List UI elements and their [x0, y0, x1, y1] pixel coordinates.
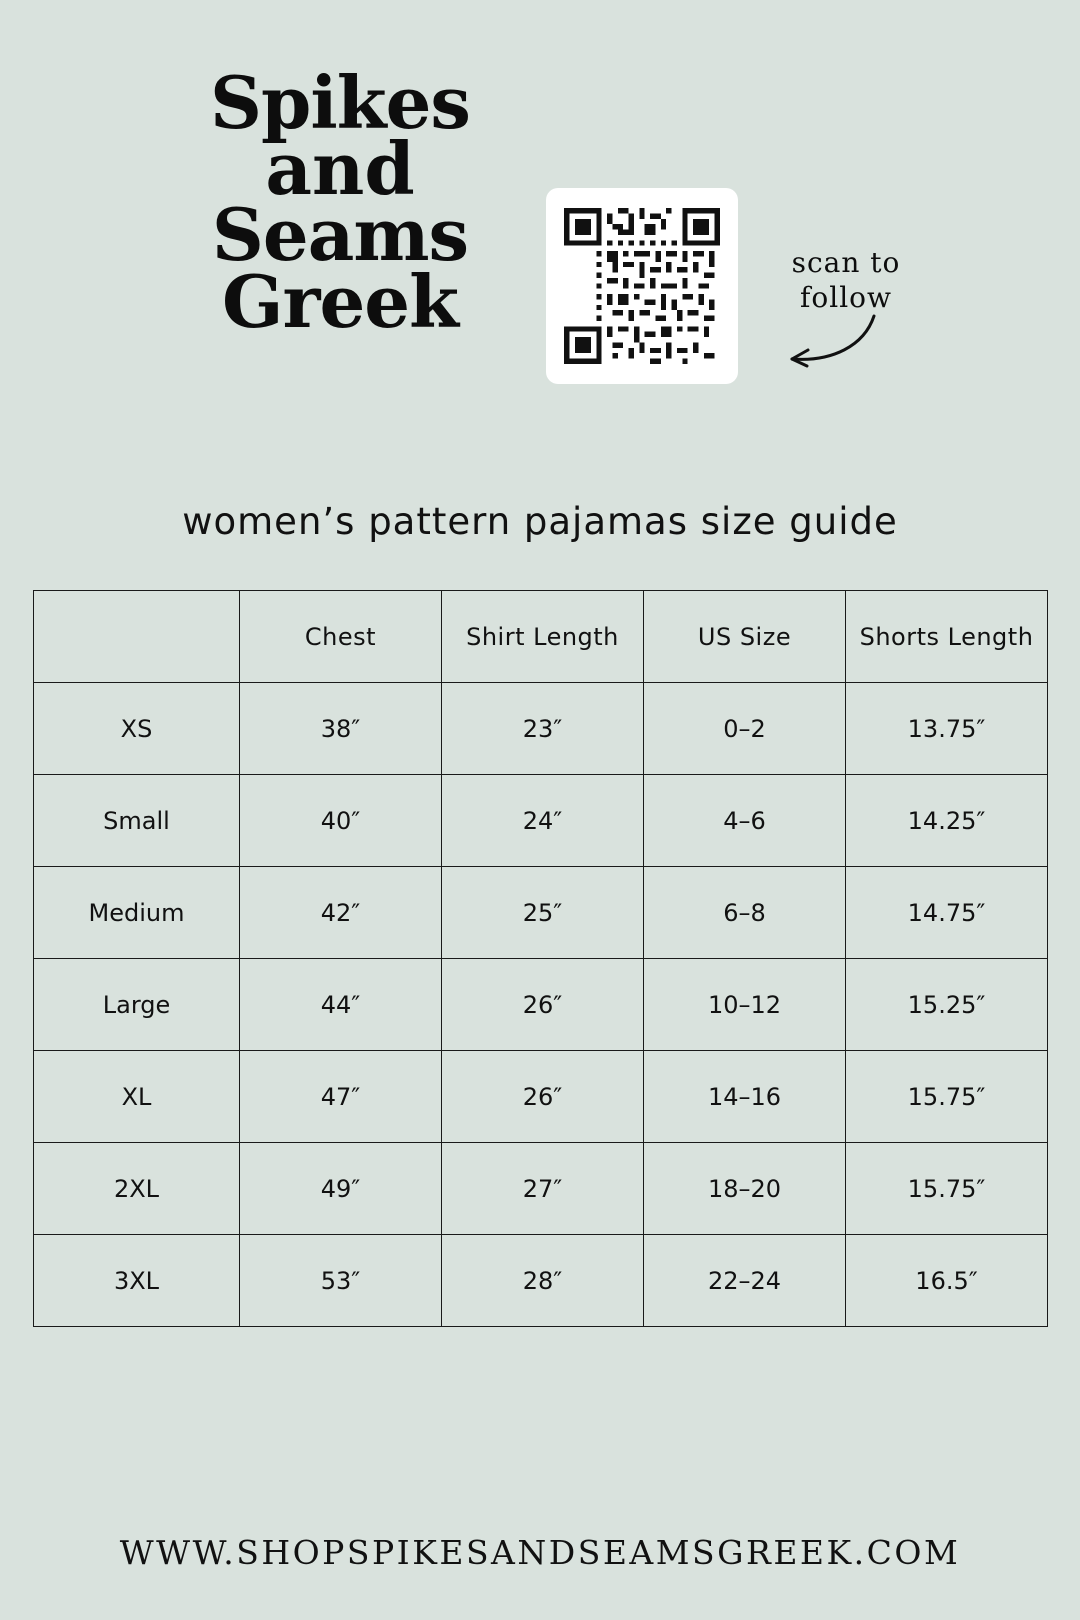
- brand-logo-line-1: Spikes: [210, 60, 470, 145]
- cell-shirt-length: 24″: [442, 775, 644, 867]
- size-table-container: [33, 590, 1047, 1327]
- table-header-row: [34, 591, 1048, 683]
- cell-us-size: 22–24: [644, 1235, 846, 1327]
- table-header-blank: [34, 591, 240, 683]
- cell-shirt-length: 23″: [442, 683, 644, 775]
- brand-logo-line-2: and: [265, 126, 415, 212]
- table-header-shirt-length: Shirt Length: [442, 591, 644, 683]
- cell-chest: 47″: [240, 1051, 442, 1143]
- brand-logo-line-4: Greek: [222, 258, 458, 344]
- cell-chest: 49″: [240, 1143, 442, 1235]
- cell-us-size: 6–8: [644, 867, 846, 959]
- cell-chest: 38″: [240, 683, 442, 775]
- table-row: [34, 1235, 1048, 1327]
- size-table-head: [34, 591, 1048, 683]
- cell-shorts-length: 15.75″: [846, 1143, 1048, 1235]
- size-table: [33, 590, 1048, 1327]
- table-row: [34, 1051, 1048, 1143]
- cell-shirt-length: 26″: [442, 959, 644, 1051]
- row-size-label: XL: [34, 1051, 240, 1143]
- cell-shirt-length: 25″: [442, 867, 644, 959]
- row-size-label: 2XL: [34, 1143, 240, 1235]
- table-row: [34, 867, 1048, 959]
- cell-shorts-length: 14.25″: [846, 775, 1048, 867]
- brand-logo: [170, 60, 510, 344]
- row-size-label: XS: [34, 683, 240, 775]
- cell-us-size: 14–16: [644, 1051, 846, 1143]
- header: [0, 60, 1080, 400]
- cell-shorts-length: 15.75″: [846, 1051, 1048, 1143]
- cell-shirt-length: 27″: [442, 1143, 644, 1235]
- scan-to-follow-text: [756, 245, 936, 315]
- cell-chest: 44″: [240, 959, 442, 1051]
- table-row: [34, 1143, 1048, 1235]
- table-row: [34, 959, 1048, 1051]
- cell-us-size: 18–20: [644, 1143, 846, 1235]
- brand-logo-line-3: Seams: [211, 192, 469, 278]
- footer-website[interactable]: WWW.SHOPSPIKESANDSEAMSGREEK.COM: [119, 1533, 961, 1572]
- cell-shorts-length: 14.75″: [846, 867, 1048, 959]
- row-size-label: Large: [34, 959, 240, 1051]
- table-row: [34, 683, 1048, 775]
- row-size-label: Medium: [34, 867, 240, 959]
- cell-shorts-length: 15.25″: [846, 959, 1048, 1051]
- scan-text-line-2: follow: [800, 281, 892, 314]
- scan-text-line-1: scan to: [791, 246, 901, 279]
- curved-arrow-icon: [752, 310, 882, 370]
- table-header-us-size: US Size: [644, 591, 846, 683]
- cell-shorts-length: 13.75″: [846, 683, 1048, 775]
- table-header-shorts-length: Shorts Length: [846, 591, 1048, 683]
- cell-shirt-length: 26″: [442, 1051, 644, 1143]
- cell-chest: 42″: [240, 867, 442, 959]
- row-size-label: 3XL: [34, 1235, 240, 1327]
- cell-shorts-length: 16.5″: [846, 1235, 1048, 1327]
- cell-chest: 53″: [240, 1235, 442, 1327]
- row-size-label: Small: [34, 775, 240, 867]
- qr-code-icon: [564, 206, 720, 366]
- table-row: [34, 775, 1048, 867]
- cell-us-size: 0–2: [644, 683, 846, 775]
- cell-chest: 40″: [240, 775, 442, 867]
- cell-us-size: 4–6: [644, 775, 846, 867]
- page-title: women’s pattern pajamas size guide: [182, 500, 898, 543]
- cell-shirt-length: 28″: [442, 1235, 644, 1327]
- size-table-body: [34, 683, 1048, 1327]
- qr-code-panel[interactable]: [546, 188, 738, 384]
- table-header-chest: Chest: [240, 591, 442, 683]
- cell-us-size: 10–12: [644, 959, 846, 1051]
